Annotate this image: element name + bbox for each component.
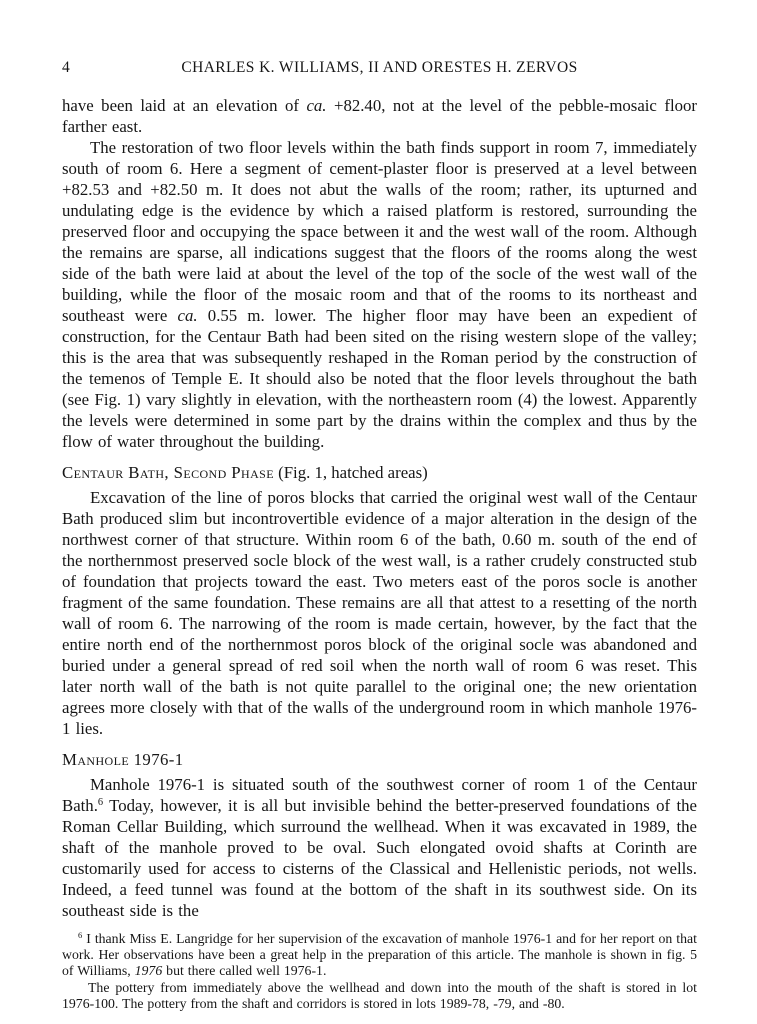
footnotes — [62, 931, 697, 1012]
footnote — [62, 931, 697, 980]
paragraph — [62, 487, 697, 739]
text-run: Excavation of the line of poros blocks that carried the original west wall of the Centaur Bath produced slim but incontrovertible evidence of a major alteration in the design of the northwest corner of that structure. Within room 6 of the bath, 0.60 m. south of the end of the northernmost preserved socle block of the west wall, is a rather crudely constructed stub of foundation that projects toward the east. Two meters east of the poros socle is another fragment of the same foundation. These remains are all that attest to a resetting of the north wall of room 6. The narrowing of the room is made certain, however, by the fact that the entire north end of the northernmost poros block of the original socle was abandoned and buried under a general spread of red soil when the north wall of room 6 was reset. This later north wall of the bath is not quite parallel to the original one; the new orientation agrees more closely with that of the walls of the underground room in which manhole 1976-1 lies. — [62, 488, 697, 738]
paragraph — [62, 137, 697, 452]
section-heading — [62, 749, 697, 770]
text-run: (Fig. 1, hatched areas) — [273, 463, 428, 482]
footnote-reference: 6 — [78, 930, 83, 941]
text-run: I thank Miss E. Langridge for her supervision of the excavation of manhole 1976-1 and for her report on that work. Her observations have been a great help in the preparation of this article. The manhole is shown in fig. 5 of Williams, — [62, 931, 697, 979]
footnote — [62, 980, 697, 1012]
text-run: Manhole 1976-1 — [62, 750, 184, 769]
text-run: The restoration of two floor levels within the bath finds support in room 7, immediately south of room 6. Here a segment of cement-plaster floor is preserved at a level between +82.53 and +82.50 m. It does not abut the walls of the room; rather, its upturned and undulating edge is the evidence by which a raised platform is restored, surrounding the preserved floor and occupying the space between it and the west wall of the room. Although the remains are sparse, all indications suggest that the floors of the rooms along the west side of the bath were laid at about the level of the top of the socle of the west wall of the building, while the floor of the mosaic room and that of the rooms to its northeast and southeast were — [62, 138, 697, 325]
running-head: CHARLES K. WILLIAMS, II AND ORESTES H. ZERVOS — [181, 59, 578, 76]
text-run: +82.40, not at the level of the pebble-mosaic floor farther east. — [62, 96, 697, 136]
page-header — [62, 57, 697, 78]
page-number: 4 — [62, 59, 70, 76]
text-run: The pottery from immediately above the wellhead and down into the mouth of the shaft is stored in lot 1976-100. The pottery from the shaft and corridors is stored in lots 1989-78, -79, and -80. — [62, 979, 697, 1011]
paragraph — [62, 95, 697, 137]
text-run: Today, however, it is all but invisible behind the better-preserved foundations of the Roman Cellar Building, which surround the wellhead. When it was excavated in 1989, the shaft of the manhole proved to be oval. Such elongated ovoid shafts at Corinth are customarily used for access to cisterns of the Classical and Hellenistic periods, not wells. Indeed, a feed tunnel was found at the bottom of the shaft in its southwest side. On its southeast side is the — [62, 796, 697, 920]
text-run: ca. — [306, 96, 327, 115]
text-run: have been laid at an elevation of — [62, 96, 307, 115]
article-body — [62, 95, 697, 921]
section-heading — [62, 462, 697, 483]
text-run: ca. — [177, 306, 198, 325]
text-run: Manhole 1976-1 is situated south of the southwest corner of room 1 of the Centaur Bath. — [62, 775, 697, 815]
paragraph — [62, 774, 697, 921]
text-run: but there called well 1976-1. — [162, 963, 327, 979]
text-run: 1976 — [134, 963, 163, 979]
footnote-reference: 6 — [97, 797, 104, 809]
text-run: Centaur Bath, Second Phase — [62, 463, 274, 482]
text-run: 0.55 m. lower. The higher floor may have been an expedient of construction, for the Centaur Bath had been sited on the rising western slope of the valley; this is the area that was subsequently reshaped in the Roman period by the construction of the temenos of Temple E. It should also be noted that the floor levels throughout the bath (see Fig. 1) vary slightly in elevation, with the northeastern room (4) the lowest. Apparently the levels were determined in some part by the drains within the complex and thus by the flow of water throughout the building. — [62, 306, 698, 451]
